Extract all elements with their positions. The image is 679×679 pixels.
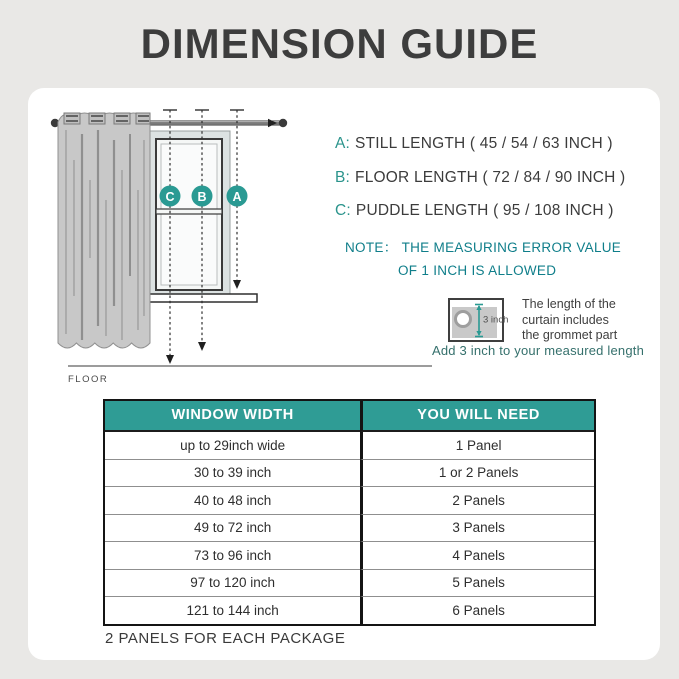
note-text-1: THE MEASURING ERROR VALUE <box>401 240 622 255</box>
badge-b-label: B <box>197 189 207 204</box>
measuring-note <box>345 236 621 282</box>
table-cell-need-6: 6 Panels <box>360 596 594 624</box>
grommet-description <box>522 297 617 344</box>
panel-size-table <box>103 399 596 626</box>
grommet-desc-line-3: the grommet part <box>522 328 618 342</box>
note-label: NOTE： <box>345 240 398 255</box>
note-line-1 <box>345 236 621 259</box>
grommet-ring-icon <box>456 312 471 327</box>
grommet-size-label: 3 inch <box>483 314 509 326</box>
measurement-list <box>335 134 625 235</box>
measurement-b <box>335 168 625 188</box>
measurement-c-key: C: <box>335 202 351 219</box>
package-note: 2 PANELS FOR EACH PACKAGE <box>105 630 346 647</box>
info-card <box>28 88 660 660</box>
table-cell-need-3: 3 Panels <box>360 514 594 542</box>
window-sill <box>140 294 257 302</box>
measurement-a-text: STILL LENGTH ( 45 / 54 / 63 INCH ) <box>355 135 613 152</box>
grommet-desc-line-1: The length of the <box>522 297 616 311</box>
rod-arrow-right <box>268 119 277 127</box>
rod-finial-right <box>279 119 287 127</box>
measurement-c <box>335 201 625 221</box>
table-cell-width-4: 73 to 96 inch <box>105 541 360 569</box>
table-cell-width-5: 97 to 120 inch <box>105 569 360 597</box>
table-cell-need-5: 5 Panels <box>360 569 594 597</box>
measurement-a <box>335 134 625 154</box>
table-cell-width-6: 121 to 144 inch <box>105 596 360 624</box>
measurement-b-key: B: <box>335 168 351 186</box>
measurement-b-text: FLOOR LENGTH ( 72 / 84 / 90 INCH ) <box>355 168 626 186</box>
page-title: DIMENSION GUIDE <box>140 20 539 67</box>
table-cell-need-1: 1 or 2 Panels <box>360 459 594 487</box>
floor-label: FLOOR <box>68 374 109 385</box>
grommet-diagram <box>448 298 509 342</box>
measurement-a-key: A: <box>335 135 351 152</box>
table-header-window-width: WINDOW WIDTH <box>105 401 360 432</box>
badge-c-label: C <box>165 189 175 204</box>
measure-badges <box>160 186 248 207</box>
window-illustration <box>140 131 257 302</box>
table-cell-width-1: 30 to 39 inch <box>105 459 360 487</box>
grommet-tip: Add 3 inch to your measured length <box>432 343 645 358</box>
grommet-desc-line-2: curtain includes <box>522 312 609 327</box>
table-cell-need-0: 1 Panel <box>360 432 594 459</box>
note-line-2: OF 1 INCH IS ALLOWED <box>398 263 557 278</box>
table-cell-need-2: 2 Panels <box>360 486 594 514</box>
table-header-you-will-need: YOU WILL NEED <box>360 401 594 432</box>
table-cell-width-0: up to 29inch wide <box>180 437 286 453</box>
measurement-c-text: PUDDLE LENGTH ( 95 / 108 INCH ) <box>355 202 614 219</box>
table-cell-width-3: 49 to 72 inch <box>105 514 360 542</box>
curtain-panel <box>58 113 150 348</box>
table-cell-width-2: 40 to 48 inch <box>105 486 360 514</box>
badge-a-label: A <box>232 189 242 204</box>
table-cell-need-4: 4 Panels <box>360 541 594 569</box>
